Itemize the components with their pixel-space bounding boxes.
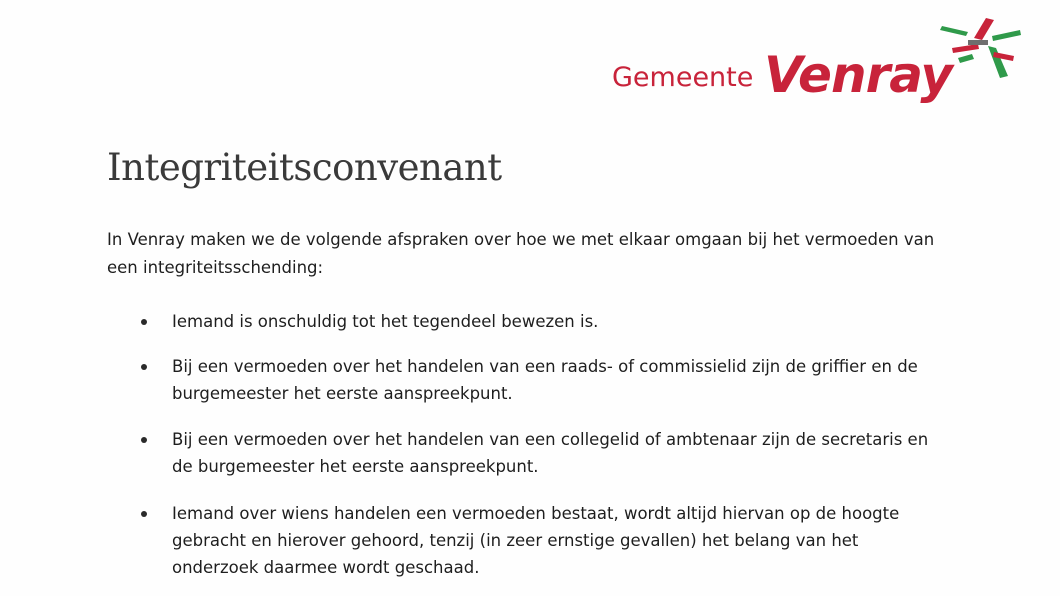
document-title: Integriteitsconvenant xyxy=(107,146,502,189)
list-item xyxy=(172,426,942,480)
logo-name: Venray xyxy=(764,46,953,104)
list-item xyxy=(172,353,942,407)
logo-prefix: Gemeente xyxy=(612,62,754,93)
list-item-text: Bij een vermoeden over het handelen van een collegelid of ambtenaar zijn de secretaris en de burgemeester het eerste aanspreekpunt. xyxy=(172,430,929,476)
bullet-dot-icon xyxy=(141,364,147,370)
list-item xyxy=(172,500,942,581)
list-item-text: Iemand is onschuldig tot het tegendeel bewezen is. xyxy=(172,312,599,331)
bullet-dot-icon xyxy=(141,437,147,443)
gemeente-venray-logo xyxy=(612,18,1032,118)
list-item-text: Bij een vermoeden over het handelen van een raads- of commissielid zijn de griffier en de burgemeester het eerste aanspreekpunt. xyxy=(172,357,918,403)
list-item-text: Iemand over wiens handelen een vermoeden bestaat, wordt altijd hiervan op de hoogte gebracht en hierover gehoord, tenzij (in zeer ernstige gevallen) het belang van het onderzoek daarmee wordt geschaad. xyxy=(172,504,900,577)
intro-paragraph: In Venray maken we de volgende afspraken over hoe we met elkaar omgaan bij het vermoeden van een integriteitsschending: xyxy=(107,230,935,277)
bullet-dot-icon xyxy=(141,511,147,517)
bullet-dot-icon xyxy=(141,319,147,325)
logo-mark-icon xyxy=(938,18,1022,80)
list-item xyxy=(172,308,942,335)
